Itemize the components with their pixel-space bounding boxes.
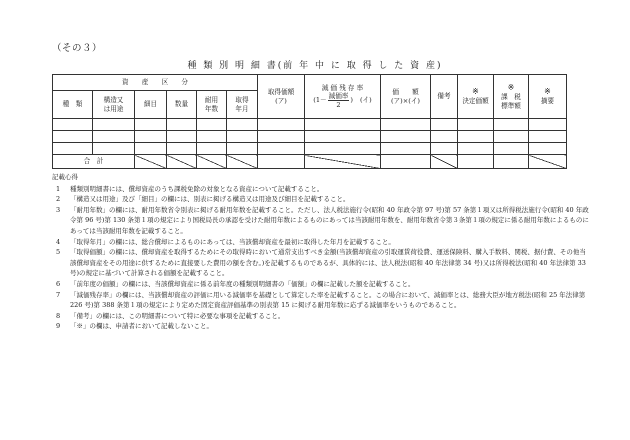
total-diag-acquisition-month xyxy=(227,155,258,169)
header-acquisition-price: 取得価額 (ア) xyxy=(258,75,305,119)
cell-kind[interactable] xyxy=(53,131,93,143)
cell-structure[interactable] xyxy=(93,119,135,131)
cell-decided-price[interactable] xyxy=(458,131,494,143)
cell-residual-rate[interactable] xyxy=(305,131,381,143)
cell-note[interactable] xyxy=(431,131,458,143)
cell-acquisition-price[interactable] xyxy=(258,143,305,155)
cell-quantity[interactable] xyxy=(167,119,197,131)
header-structure: 構造又 は用途 xyxy=(93,91,135,119)
cell-tax-standard[interactable] xyxy=(494,119,529,131)
cell-kind[interactable] xyxy=(53,119,93,131)
cell-summary[interactable] xyxy=(529,143,567,155)
cell-detail[interactable] xyxy=(135,143,167,155)
table-row xyxy=(53,143,567,155)
cell-summary[interactable] xyxy=(529,131,567,143)
cell-tax-standard[interactable] xyxy=(494,143,529,155)
page-label: （その３） xyxy=(52,43,103,54)
cell-quantity[interactable] xyxy=(167,143,197,155)
cell-structure[interactable] xyxy=(93,131,135,143)
cell-decided-price[interactable] xyxy=(458,143,494,155)
instructions-section xyxy=(52,172,592,332)
total-diag-useful-life xyxy=(197,155,227,169)
instruction-item: 2 「構造又は用途」及び「細目」の欄には、別表に掲げる構造又は用途及び細目を記載すること。 xyxy=(56,195,350,204)
cell-acquisition-month[interactable] xyxy=(227,119,258,131)
cell-residual-rate[interactable] xyxy=(305,119,381,131)
cell-note[interactable] xyxy=(431,119,458,131)
cell-useful-life[interactable] xyxy=(197,131,227,143)
cell-acquisition-month[interactable] xyxy=(227,143,258,155)
cell-structure[interactable] xyxy=(93,143,135,155)
cell-value[interactable] xyxy=(381,143,431,155)
header-detail: 細目 xyxy=(135,91,167,119)
header-residual-rate: 減 価 残 存 率 (1－ $\frac{\text{減価率}}{2}$ ) (イ) xyxy=(305,75,381,119)
cell-value[interactable] xyxy=(381,119,431,131)
header-quantity: 数量 xyxy=(167,91,197,119)
cell-residual-rate[interactable] xyxy=(305,143,381,155)
instruction-item: 4 「取得年月」の欄には、総合償却によるものにあっては、当該償却資産を最初に取得した年月を記載すること。 xyxy=(56,237,395,246)
cell-useful-life[interactable] xyxy=(197,119,227,131)
table-row xyxy=(53,119,567,131)
cell-summary[interactable] xyxy=(529,119,567,131)
total-label: 合 計 xyxy=(53,155,135,169)
total-decided-price[interactable] xyxy=(458,155,494,169)
total-diag-note xyxy=(431,155,458,169)
total-diag-residual-rate xyxy=(305,155,381,169)
header-value: 価 額 (ア)×(イ) xyxy=(381,75,431,119)
header-decided-price: ※ 決定価額 xyxy=(458,75,494,119)
instruction-item: 3 「耐用年数」の欄には、耐用年数省令別表に掲げる耐用年数を記載すること。ただし、法人税法施行令(昭和 40 年政令第 97 号)第 57 条第１項又は所得税法施行令(昭和 40 年政令第 96 号)第 130 条第１項の規定により国税局長の承認を受けた耐用年数によるものにあっては当該耐用年数を、耐用年数省令第３条第１項の規定に係る耐用年数によるものにあっては当該耐用年数を記載すること。 xyxy=(56,205,589,235)
asset-detail-table xyxy=(52,74,567,169)
header-tax-standard: ※ 課 税 標準額 xyxy=(494,75,529,119)
header-acquisition-month: 取得 年月 xyxy=(227,91,258,119)
cell-quantity[interactable] xyxy=(167,131,197,143)
total-value[interactable] xyxy=(381,155,431,169)
instruction-item: 9 「※」の欄は、申請者において記載しないこと。 xyxy=(56,322,213,331)
instruction-item: 5 「取得価額」の欄には、償却資産を取得するためにその取得時において通常支出すべき金額(当該償却資産の引取運賃荷役費、運送保険料、購入手数料、関税、据付費、その他当該償却資産をその用途に供するために直接要した費用の額を含む。)を記載するものであるが、具体的には、法人税法(昭和 40 年法律第 34 号)又は所得税法(昭和 40 年法律第 33 号)の規定に基づいて計算される価額を記載すること。 xyxy=(56,248,586,278)
cell-decided-price[interactable] xyxy=(458,119,494,131)
table-total-row xyxy=(53,155,567,169)
instruction-item: 6 「前年度の価額」の欄には、当該償却資産に係る前年度の種類別明細書の「価額」の欄に記載した額を記載すること。 xyxy=(56,279,415,288)
cell-useful-life[interactable] xyxy=(197,143,227,155)
cell-value[interactable] xyxy=(381,131,431,143)
cell-detail[interactable] xyxy=(135,131,167,143)
total-diag-detail xyxy=(135,155,167,169)
cell-tax-standard[interactable] xyxy=(494,131,529,143)
header-useful-life: 耐用 年数 xyxy=(197,91,227,119)
instruction-item: 7 「減価残存率」の欄には、当該償却資産の評価に用いる減価率を基礎として算定した率を記載すること。この場合において、減価率とは、総務大臣が地方税法(昭和 25 年法律第 226 号)第 388 条第１項の規定により定めた固定資産評価基準の別表第 15 に掲げる耐用年数に応ずる減価率をいうものであること。 xyxy=(56,290,586,310)
header-asset-group: 資 産 区 分 xyxy=(53,75,258,91)
total-acquisition-price[interactable] xyxy=(258,155,305,169)
instructions-title: 記載心得 xyxy=(52,173,78,181)
document-title: 種 類 別 明 細 書(前 年 中 に 取 得 し た 資 産) xyxy=(187,61,443,71)
cell-kind[interactable] xyxy=(53,143,93,155)
total-diag-summary xyxy=(529,155,567,169)
cell-note[interactable] xyxy=(431,143,458,155)
header-summary: ※ 摘要 xyxy=(529,75,567,119)
header-kind: 種 類 xyxy=(53,91,93,119)
cell-acquisition-price[interactable] xyxy=(258,131,305,143)
header-note: 備考 xyxy=(431,75,458,119)
instruction-item: 8 「備考」の欄には、この明細書について特に必要な事項を記載すること。 xyxy=(56,311,285,320)
total-diag-quantity xyxy=(167,155,197,169)
cell-acquisition-price[interactable] xyxy=(258,119,305,131)
instruction-item: 1 種類別明細書には、償却資産のうち課税免除の対象となる資産について記載すること。 xyxy=(56,184,324,193)
cell-acquisition-month[interactable] xyxy=(227,131,258,143)
total-tax-standard[interactable] xyxy=(494,155,529,169)
table-header-row-1 xyxy=(53,75,567,91)
cell-detail[interactable] xyxy=(135,119,167,131)
table-row xyxy=(53,131,567,143)
